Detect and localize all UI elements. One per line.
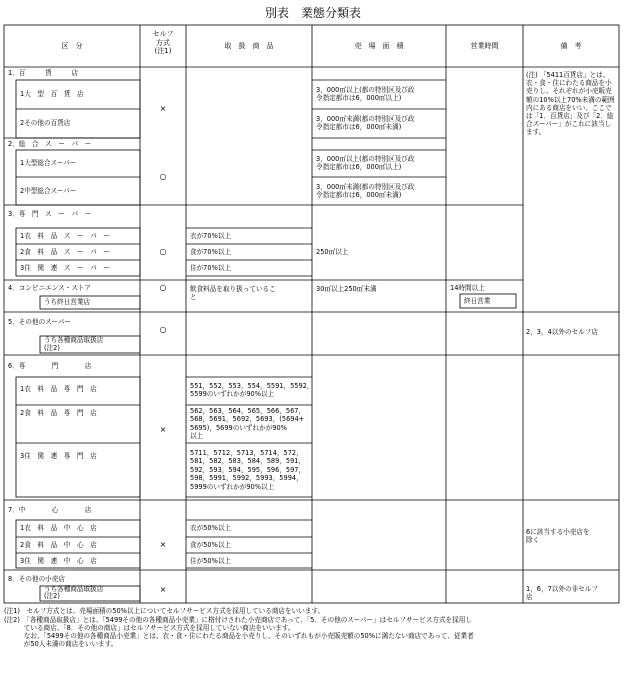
row-central-store: 7．中 心 店 (8, 506, 92, 514)
remark-other-supermarket: 2，3，4以外のセルフ店 (526, 328, 598, 336)
footnote-1: (注1) セルフ方式とは、売場面積の50%以上についてセルフサービス方式を採用している商店をいいます。 (4, 607, 325, 615)
remark-central-store: 6に該当する小売店を 除く (526, 528, 590, 545)
remark-department-note: (注) 「5411百貨店」とは、衣・食・住にわたる商品を小売りし、それぞれが小売販売額の10%以上70%未満の範囲内にある商店をいい、ここでは「1．百貨店」及び「2．総合スーパー」がこれに該当します。 (526, 71, 615, 137)
row-clothing-supermarket: 1衣 料 品 ス ー パ ー (20, 232, 110, 240)
row-convenience-store: 4．コンビニエンス・ストア (8, 284, 91, 292)
self-service-mark-6: × (159, 425, 167, 434)
row-other-retail-general-goods: うち各種商品取扱店 (注2) (44, 585, 104, 600)
header-category: 区 分 (61, 42, 83, 50)
row-other-retail: 8．その他の小売店 (8, 575, 65, 583)
row-24h-store: うち終日営業店 (44, 298, 91, 306)
row-specialty-store: 6．専 門 店 (8, 362, 92, 370)
footnote-2: (注2) 「各種商品取扱店」とは、「5499その他の各種商品小売業」に格付けされた小売商店であって、「5．その他のスーパー」はセルフサービス方式を採用し ている商店、「8．その他の商店」はセルフサービス方式を採用していない商店をいいます。 なお、「5499その他の各種商品小売業」とは、衣・食・住にわたる商品を小売りし、そのいずれもが小売販売額の50%に満たない商店であって、従業者 が50人未満の商店をいいます。 (4, 616, 474, 648)
product-housing-70: 住が70%以上 (190, 264, 232, 272)
self-service-mark-1: × (159, 104, 167, 113)
product-clothing-specialty: 551，552，553，554，5591，5592， 5599のいずれかが90%以上 (190, 382, 314, 399)
product-clothing-50: 衣が50%以上 (190, 524, 232, 532)
self-service-mark-5: ○ (159, 325, 167, 334)
row-food-specialty: 2食 料 品 専 門 店 (20, 409, 97, 417)
area-convenience: 30㎡以上250㎡未満 (316, 285, 377, 293)
header-remarks: 備 考 (560, 42, 582, 50)
row-clothing-central: 1衣 料 品 中 心 店 (20, 524, 97, 532)
row-medium-general-supermarket: 2中型総合スーパー (20, 187, 77, 195)
page-title: 別表 業態分類表 (264, 6, 361, 20)
row-specialty-supermarket: 3．専 門 ス ー パ ー (8, 210, 92, 218)
row-general-supermarket: 2．総 合 ス ー パ ー (8, 140, 92, 148)
area-specialty-supermarket: 250㎡以上 (316, 248, 349, 256)
row-housing-specialty: 3住 関 連 専 門 店 (20, 452, 97, 460)
row-housing-supermarket: 3住 関 連 ス ー パ ー (20, 264, 110, 272)
self-service-mark-3: ○ (159, 247, 167, 256)
hours-convenience: 14時間以上 (450, 284, 485, 292)
row-other-department-store: 2その他の百貨店 (20, 119, 71, 127)
product-clothing-70: 衣が70%以上 (190, 232, 232, 240)
self-service-mark-8: × (159, 585, 167, 594)
product-food-70: 食が70%以上 (190, 248, 232, 256)
header-products: 取 扱 商 品 (224, 42, 274, 50)
header-self-service: セルフ 方式 (注1) (152, 30, 174, 55)
row-department-store: 1．百 貨 店 (8, 69, 79, 77)
row-food-supermarket: 2食 料 品 ス ー パ ー (20, 248, 110, 256)
row-large-department-store: 1大 型 百 貨 店 (20, 90, 84, 98)
header-floor-area: 売 場 面 積 (354, 42, 404, 50)
self-service-mark-2: ○ (159, 172, 167, 181)
product-convenience: 飲食料品を取り扱っているこ と (190, 285, 276, 302)
hours-24h: 終日営業 (464, 297, 491, 305)
self-service-mark-7: × (159, 540, 167, 549)
area-large-department: 3，000㎡以上(都の特別区及び政 令指定都市は6，000㎡以上) (316, 86, 415, 103)
remark-other-retail: 1，6，7以外の非セルフ 店 (526, 585, 598, 602)
product-housing-50: 住が50%以上 (190, 557, 232, 565)
row-food-central: 2食 料 品 中 心 店 (20, 541, 97, 549)
product-food-specialty: 562，563，564，565，566，567， 568，5691，5692，5693，(5694+ 5695)，5699のいずれかが90% 以上 (190, 407, 306, 441)
row-other-supermarket-general-goods: うち各種商品取扱店 (注2) (44, 336, 104, 352)
row-housing-central: 3住 関 連 中 心 店 (20, 557, 97, 565)
area-large-general: 3，000㎡以上(都の特別区及び政 令指定都市は6，000㎡以上) (316, 155, 415, 172)
row-clothing-specialty: 1衣 料 品 専 門 店 (20, 385, 97, 393)
row-large-general-supermarket: 1大型総合スーパー (20, 159, 77, 167)
product-food-50: 食が50%以上 (190, 541, 232, 549)
area-other-department: 3，000㎡未満(都の特別区及び政 令指定都市は6，000㎡未満) (316, 115, 415, 132)
self-service-mark-4: ○ (159, 283, 167, 292)
header-hours: 営業時間 (470, 42, 499, 50)
product-housing-specialty: 5711，5712，5713，5714，572， 581，582，583，584，589，591， 592，593，594，595，596，597， 598，5991，5992，5993，5994， 5999のいずれかが90%以上 (190, 449, 306, 491)
row-other-supermarket: 5．その他のスーパー (8, 318, 71, 326)
area-medium-general: 3，000㎡未満(都の特別区及び政 令指定都市は6，000㎡未満) (316, 183, 415, 200)
